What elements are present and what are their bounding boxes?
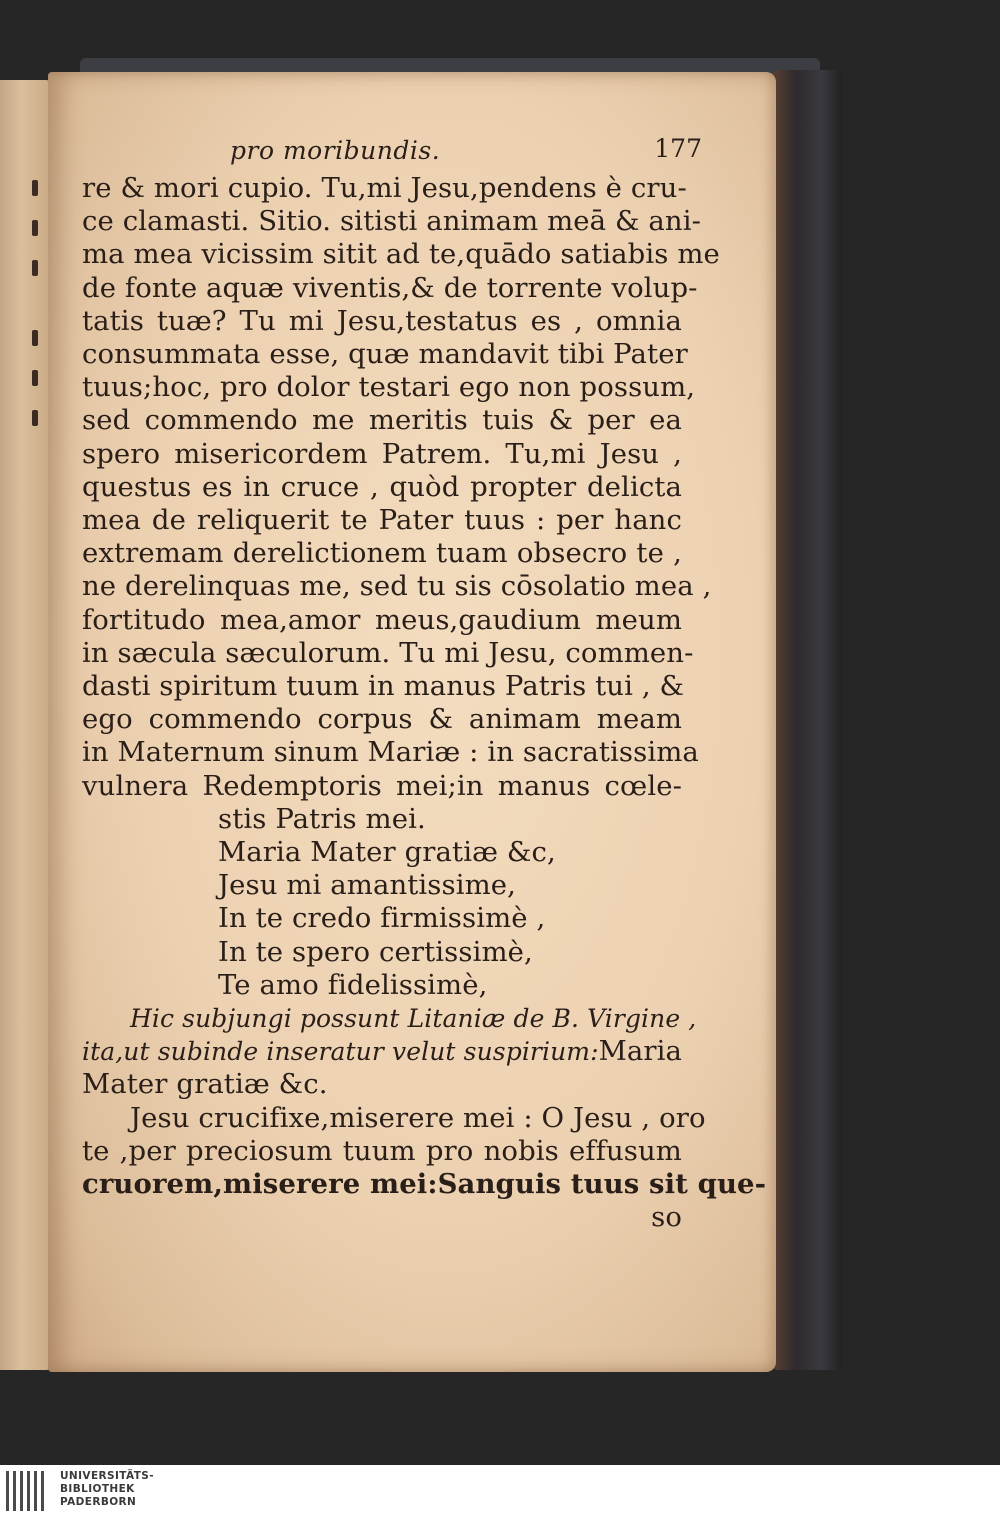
text-line: Jesu crucifixe,miserere mei : O Jesu , oro (130, 1101, 706, 1134)
library-footer (0, 1465, 1000, 1518)
library-logo-icon (6, 1471, 52, 1511)
verse-line: In te credo firmissimè , (218, 902, 546, 935)
page-text-block (82, 132, 767, 1235)
text-line: ego commendo corpus & animam meam (82, 703, 682, 736)
book-page (48, 72, 776, 1372)
rubric-line: Hic subjungi possunt Litaniæ de B. Virgine , (130, 1004, 697, 1034)
rubric-italic: ita,ut subinde inseratur velut suspirium: (82, 1037, 599, 1067)
text-line: re & mori cupio. Tu,mi Jesu,pendens è cru- (82, 172, 687, 204)
logo-line: PADERBORN (60, 1496, 137, 1508)
text-line: sed commendo me meritis tuis & per ea (82, 404, 682, 437)
text-line: te ,per preciosum tuum pro nobis effusum (82, 1134, 682, 1167)
text-line: spero misericordem Patrem. Tu,mi Jesu , (82, 437, 682, 470)
text-line: vulnera Redemptoris mei;in manus cœle- (82, 769, 682, 802)
text-line: questus es in cruce , quòd propter delicta (82, 470, 682, 503)
rubric-roman: Maria (598, 1035, 682, 1068)
body-paragraph (82, 172, 720, 803)
left-page-edge (0, 80, 52, 1370)
text-line: ma mea vicissim sitit ad te,quādo satiabis me (82, 238, 720, 271)
verse-line: In te spero certissimè, (218, 935, 533, 968)
verse-line: Te amo fidelissimè, (218, 968, 488, 1001)
rubric (82, 1002, 697, 1102)
text-line: ne derelinquas me, sed tu sis cōsolatio mea , (82, 570, 712, 603)
rubric-line: Mater gratiæ &c. (82, 1068, 328, 1101)
text-line: mea de reliquerit te Pater tuus : per hanc (82, 504, 682, 537)
verse-line: stis Patris mei. (218, 802, 426, 835)
logo-line: UNIVERSITÄTS- (60, 1470, 155, 1482)
running-title: pro moribundis. (230, 136, 441, 165)
text-line: de fonte aquæ viventis,& de torrente volup- (82, 271, 698, 304)
text-line: cruorem,miserere mei:Sanguis tuus sit que- (82, 1168, 767, 1201)
page-number: 177 (654, 134, 702, 163)
verse-line: Jesu mi amantissime, (218, 869, 517, 902)
running-head (82, 132, 702, 172)
text-line: consummata esse, quæ mandavit tibi Pater (82, 338, 688, 371)
final-paragraph (82, 1101, 767, 1235)
rubric-line (82, 1035, 682, 1068)
text-line: tatis tuæ? Tu mi Jesu,testatus es , omnia (82, 304, 682, 337)
catchword: so (651, 1201, 682, 1234)
logo-line: BIBLIOTHEK (60, 1483, 135, 1495)
left-page-text-fragments (0, 80, 42, 1370)
text-line: dasti spiritum tuum in manus Patris tui , & (82, 670, 685, 703)
text-line: ce clamasti. Sitio. sitisti animam meā & ani- (82, 205, 702, 238)
text-line: extremam derelictionem tuam obsecro te , (82, 537, 682, 570)
text-line: tuus;hoc, pro dolor testari ego non possum, (82, 371, 696, 404)
text-line: fortitudo mea,amor meus,gaudium meum (82, 603, 682, 636)
prayer-verses (82, 803, 682, 1002)
verse-line: Maria Mater gratiæ &c, (218, 836, 556, 869)
text-line: in sæcula sæculorum. Tu mi Jesu, commen- (82, 636, 694, 669)
book-cover-edge (772, 70, 842, 1370)
library-logo-text (60, 1470, 154, 1509)
text-line: in Maternum sinum Mariæ : in sacratissima (82, 736, 699, 769)
